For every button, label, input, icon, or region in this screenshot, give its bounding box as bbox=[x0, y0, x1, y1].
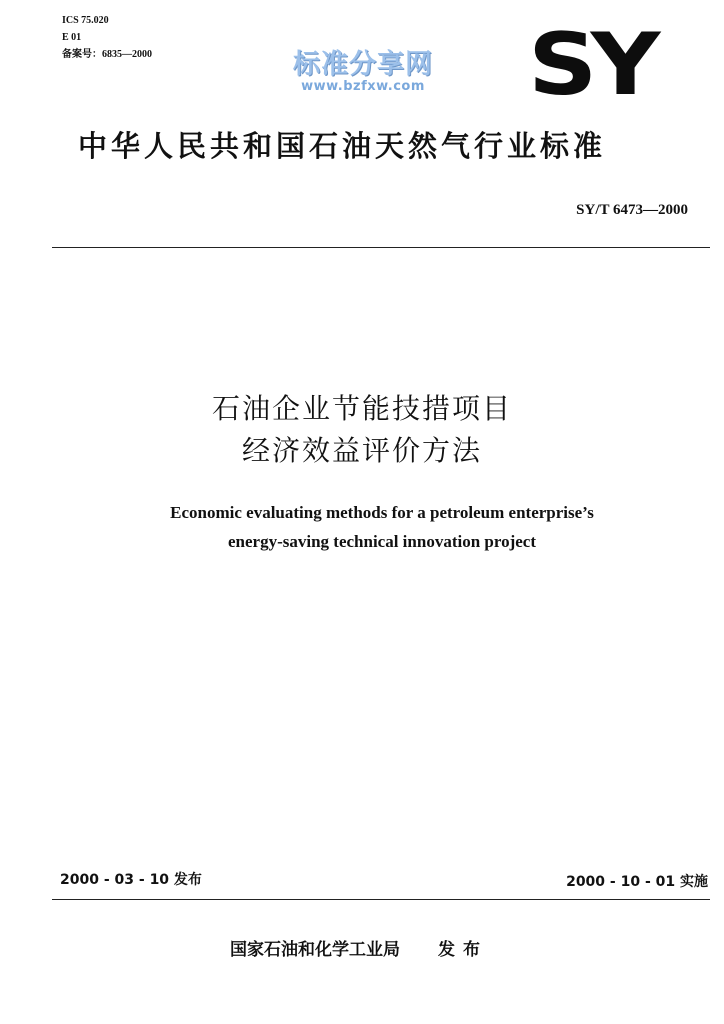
document-title-en bbox=[0, 498, 724, 556]
standard-series-title: 中华人民共和国石油天然气行业标准 bbox=[78, 129, 607, 163]
issue-date: 2000 - 03 - 10 发布 bbox=[60, 872, 202, 888]
watermark-url: www.bzfxw.com bbox=[301, 79, 425, 94]
issuer-action: 发布 bbox=[438, 940, 488, 960]
title-cn-line: 经济效益评价方法 bbox=[241, 434, 482, 467]
bottom-divider bbox=[52, 899, 710, 900]
title-cn-line: 石油企业节能技措项目 bbox=[211, 392, 512, 425]
category-code: E 01 bbox=[62, 32, 82, 43]
classification-block bbox=[62, 12, 152, 63]
top-divider bbox=[52, 247, 710, 248]
sy-logo: SY bbox=[528, 15, 654, 115]
title-en-line: Economic evaluating methods for a petroleum enterprise’s bbox=[170, 503, 594, 522]
standard-number: SY/T 6473—2000 bbox=[576, 202, 688, 218]
site-watermark bbox=[282, 50, 444, 94]
title-en-line: energy-saving technical innovation project bbox=[227, 532, 537, 551]
document-title-cn bbox=[0, 388, 724, 472]
record-number: 备案号：6835—2000 bbox=[62, 49, 152, 60]
issuing-authority bbox=[230, 938, 488, 962]
ics-code: ICS 75.020 bbox=[62, 15, 109, 26]
effective-date: 2000 - 10 - 01 实施 bbox=[566, 874, 708, 890]
issuer-org: 国家石油和化学工业局 bbox=[230, 940, 400, 960]
watermark-title: 标准分享网 bbox=[293, 49, 433, 80]
